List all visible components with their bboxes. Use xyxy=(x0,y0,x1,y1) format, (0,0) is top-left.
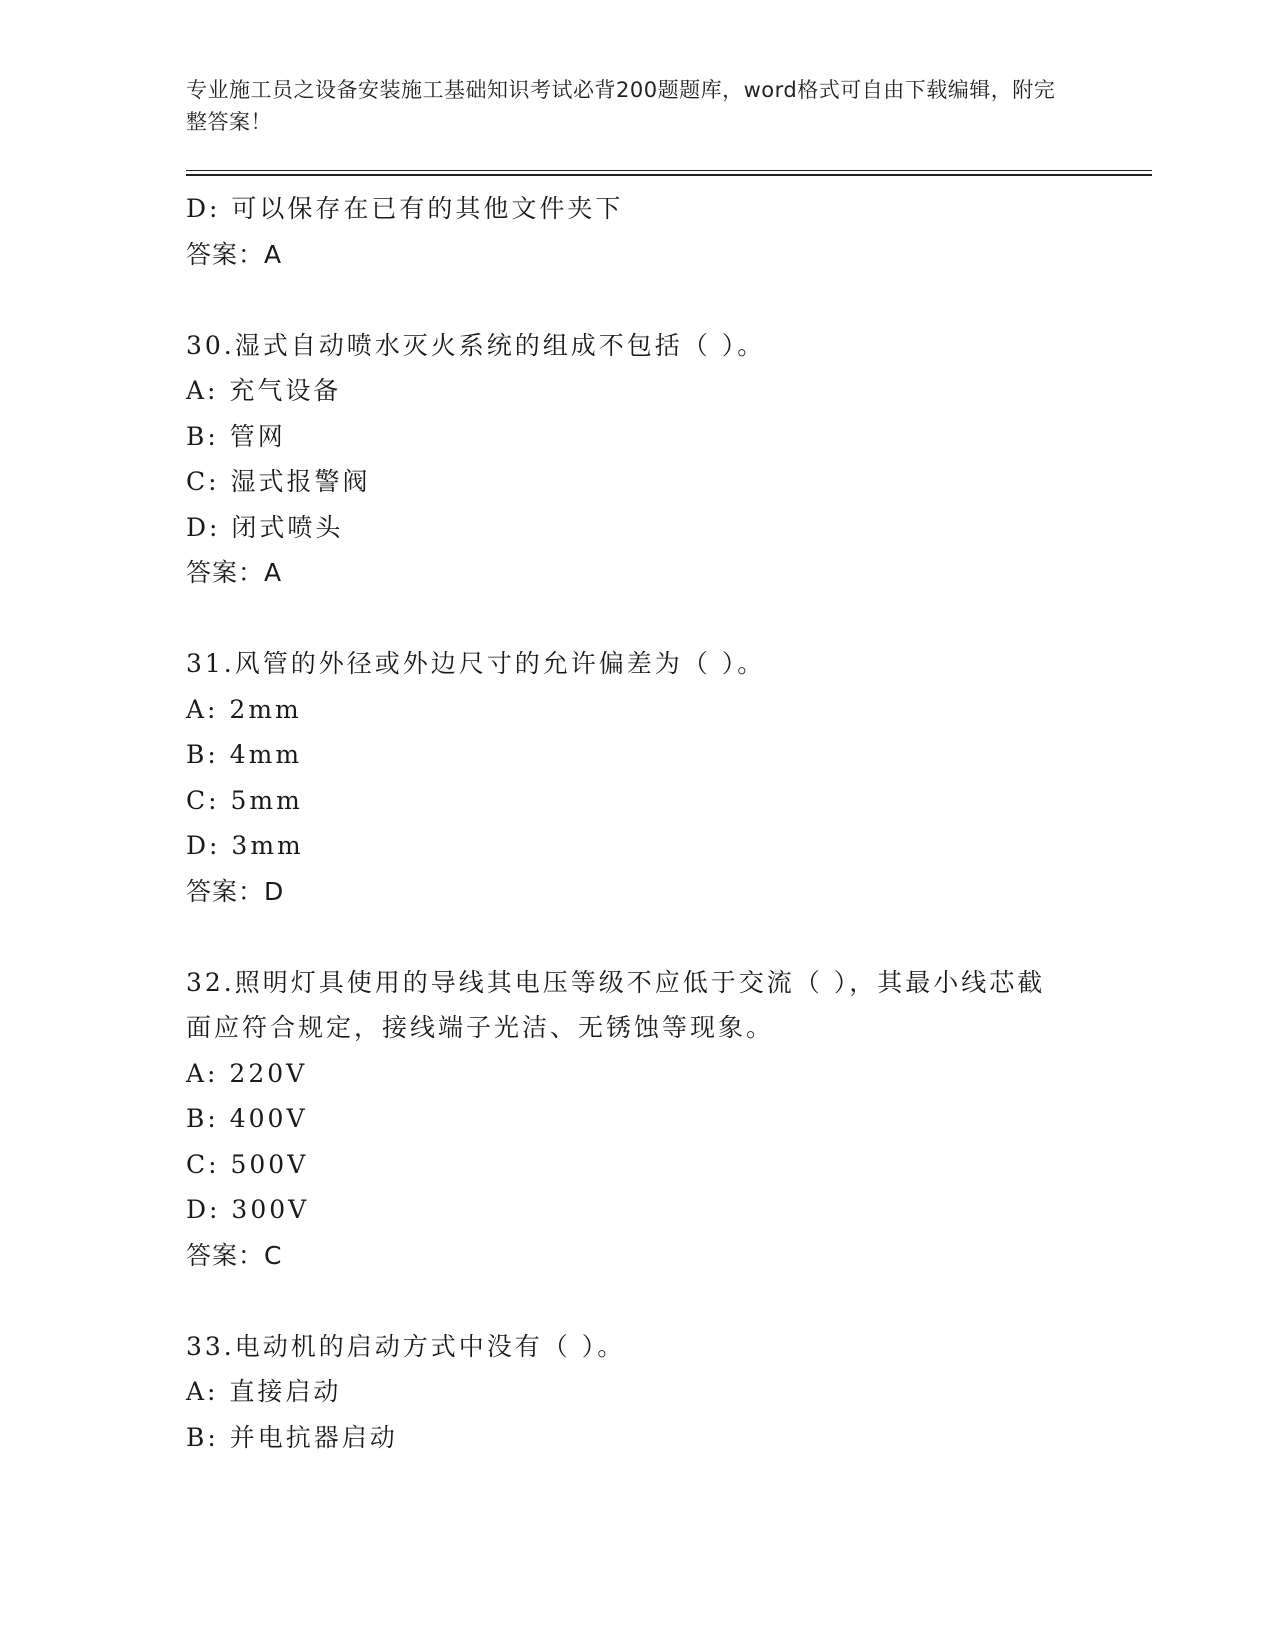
question-33 xyxy=(186,1324,1086,1461)
header-divider-thick xyxy=(186,174,1152,176)
question-stem: 31.风管的外径或外边尺寸的允许偏差为（ ）。 xyxy=(186,649,766,678)
option-a: A: 220V xyxy=(186,1058,308,1088)
document-header xyxy=(186,74,1066,138)
question-31 xyxy=(186,641,1086,914)
option-a: A: 2mm xyxy=(186,694,302,724)
question-32 xyxy=(186,960,1086,1279)
option-d: D: 可以保存在已有的其他文件夹下 xyxy=(186,194,624,223)
question-stem: 32.照明灯具使用的导线其电压等级不应低于交流（ ），其最小线芯截面应符合规定，接线端子光洁、无锈蚀等现象。 xyxy=(186,967,1046,1042)
option-a: A: 直接启动 xyxy=(186,1377,342,1406)
answer: 答案：A xyxy=(186,558,283,587)
option-d: D: 3mm xyxy=(186,831,304,860)
question-stem: 33.电动机的启动方式中没有（ ）。 xyxy=(186,1331,626,1361)
option-c: C: 500V xyxy=(186,1149,309,1179)
option-c: C: 湿式报警阀 xyxy=(186,467,371,496)
answer: 答案：D xyxy=(186,876,285,906)
option-d: D: 300V xyxy=(186,1195,310,1224)
option-b: B: 并电抗器启动 xyxy=(186,1422,398,1452)
option-d: D: 闭式喷头 xyxy=(186,512,344,542)
answer: 答案：C xyxy=(186,1240,283,1270)
question-list xyxy=(186,186,1086,1460)
option-b: B: 管网 xyxy=(186,421,286,451)
option-a: A: 充气设备 xyxy=(186,376,342,405)
header-divider-thin xyxy=(186,170,1152,171)
option-b: B: 4mm xyxy=(186,740,303,769)
option-b: B: 400V xyxy=(186,1104,308,1133)
header-title: 专业施工员之设备安装施工基础知识考试必背200题题库，word格式可自由下载编辑，附完整答案！ xyxy=(186,78,1056,134)
question-30 xyxy=(186,323,1086,596)
option-c: C: 5mm xyxy=(186,785,303,815)
answer: 答案：A xyxy=(186,239,283,269)
question-stem: 30.湿式自动喷水灭火系统的组成不包括（ ）。 xyxy=(186,330,766,360)
